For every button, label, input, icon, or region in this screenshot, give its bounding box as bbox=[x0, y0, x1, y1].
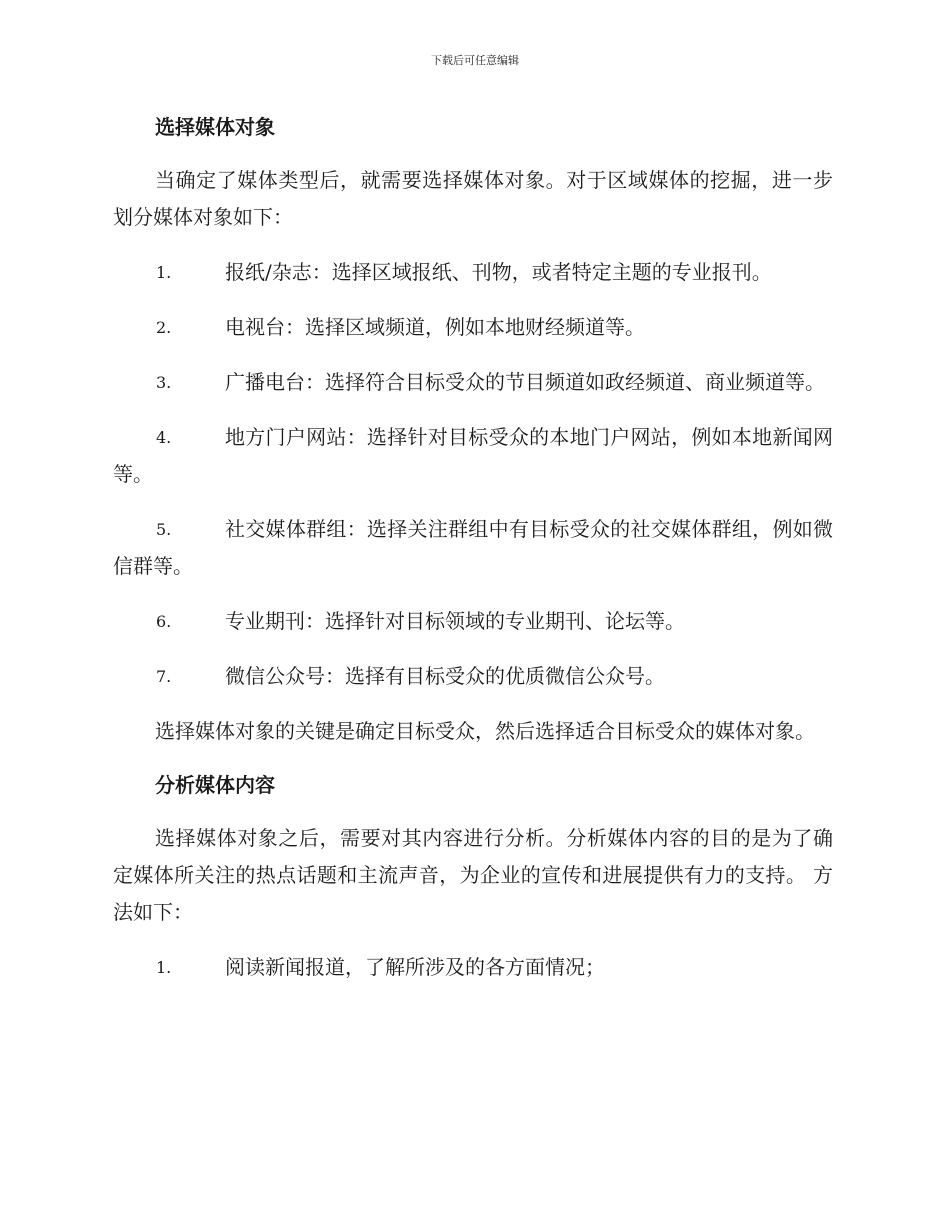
list-item-text: 地方门户网站：选择针对目标受众的本地门户网站，例如本地新闻网等。 bbox=[113, 425, 833, 486]
list-item bbox=[113, 511, 833, 585]
section2-intro-paragraph: 选择媒体对象之后，需要对其内容进行分析。分析媒体内容的目的是为了确定媒体所关注的热点话题和主流声音，为企业的宣传和进展提供有力的支持。 方法如下： bbox=[113, 826, 833, 924]
list-item bbox=[113, 603, 833, 640]
list-item-number: 5. bbox=[156, 520, 172, 539]
list-item-text: 微信公众号：选择有目标受众的优质微信公众号。 bbox=[225, 664, 665, 688]
list-item-number: 1. bbox=[156, 263, 172, 282]
list-item bbox=[113, 364, 833, 401]
list-item-number: 1. bbox=[156, 958, 172, 977]
list-item bbox=[113, 309, 833, 346]
section1-list bbox=[113, 254, 833, 695]
list-item-text: 专业期刊：选择针对目标领域的专业期刊、论坛等。 bbox=[225, 609, 685, 633]
list-item-number: 6. bbox=[156, 612, 172, 631]
list-item bbox=[113, 658, 833, 695]
section-heading-analyze-content: 分析媒体内容 bbox=[155, 773, 275, 797]
list-item-text: 电视台：选择区域频道，例如本地财经频道等。 bbox=[225, 315, 645, 339]
list-item-number: 3. bbox=[156, 373, 172, 392]
list-item-text: 阅读新闻报道，了解所涉及的各方面情况； bbox=[225, 955, 605, 979]
list-item-text: 报纸/杂志：选择区域报纸、刊物，或者特定主题的专业报刊。 bbox=[225, 260, 772, 284]
list-item-text: 社交媒体群组：选择关注群组中有目标受众的社交媒体群组，例如微信群等。 bbox=[113, 517, 833, 578]
list-item-number: 7. bbox=[156, 667, 172, 686]
list-item bbox=[113, 949, 833, 986]
list-item-number: 4. bbox=[156, 428, 172, 447]
list-item bbox=[113, 419, 833, 493]
list-item-number: 2. bbox=[156, 318, 172, 337]
page-header: 下载后可任意编辑 bbox=[431, 54, 519, 67]
section2-list bbox=[113, 949, 833, 986]
document-body bbox=[113, 110, 833, 1004]
section-heading-select-media: 选择媒体对象 bbox=[155, 115, 275, 139]
section1-intro-paragraph: 当确定了媒体类型后，就需要选择媒体对象。对于区域媒体的挖掘，进一步划分媒体对象如下： bbox=[113, 168, 833, 229]
section1-conclusion-paragraph: 选择媒体对象的关键是确定目标受众，然后选择适合目标受众的媒体对象。 bbox=[155, 719, 815, 743]
list-item-text: 广播电台：选择符合目标受众的节目频道如政经频道、商业频道等。 bbox=[225, 370, 825, 394]
list-item bbox=[113, 254, 833, 291]
